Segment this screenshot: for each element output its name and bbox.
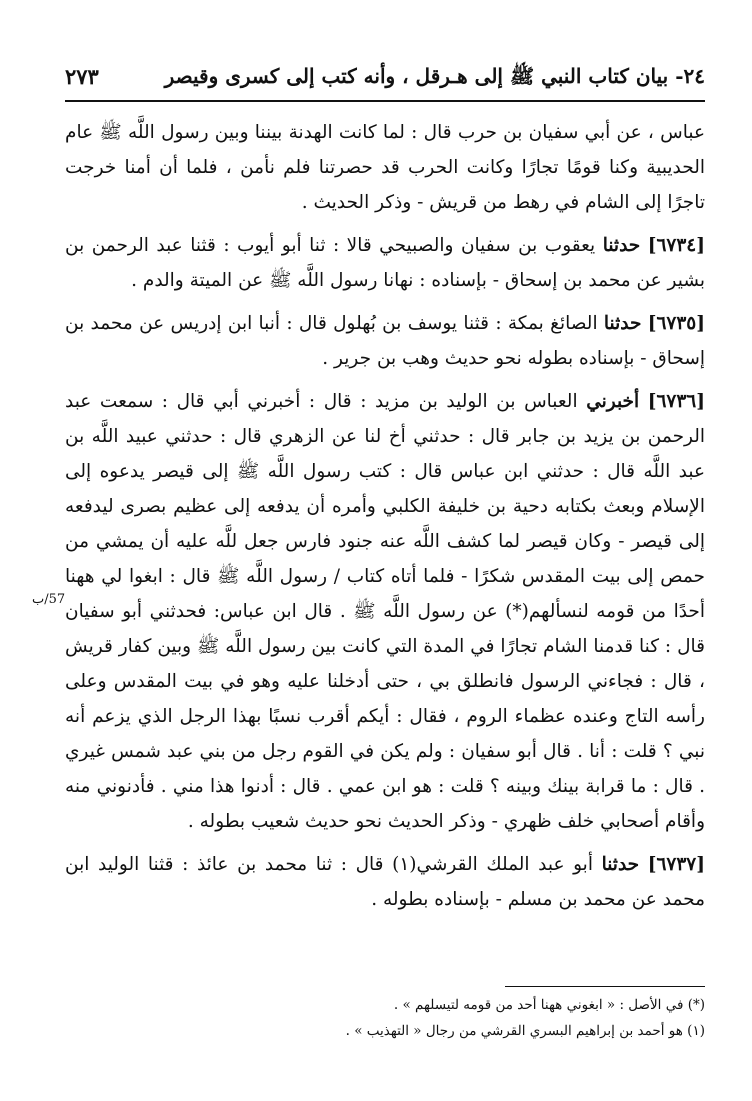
footnote-item: (١) هو أحمد بن إبراهيم البسري القرشي من رجال « التهذيب » . (345, 1023, 705, 1039)
page-number: ٢٧٣ (65, 64, 99, 89)
hadith-6735 (65, 306, 705, 376)
margin-folio-note: 57/ب (32, 592, 66, 607)
narration-keyword: حدثنا (602, 235, 641, 256)
hadith-number: [٦٧٣٥] (647, 313, 706, 334)
footnotes (65, 992, 705, 1044)
paragraph-text: العباس بن الوليد بن مزيد : قال : أخبرني أبي قال : سمعت عبد الرحمن بن يزيد بن جابر قال : حدثني أخ لنا عن الزهري قال : حدثني عبيد اللَّه بن عبد اللَّه قال : حدثني ابن عباس قال : كتب رسول اللَّه ﷺ إلى قيصر يدعوه إلى الإسلام وبعث بكتابه دحية بن خليفة الكلبي وأمره أن يدفعه إلى عظيم بصرى ليدفعه إلى قيصر - وكان قيصر لما كشف اللَّه عنه جنود فارس جعل للَّه عليه أن يمشي من حمص إلى بيت المقدس شكرًا - فلما أتاه كتاب / رسول اللَّه ﷺ قال : ابغوا لي ههنا أحدًا من قومه لنسألهم(*) عن رسول اللَّه ﷺ . قال ابن عباس: فحدثني أبو سفيان قال : كنا قدمنا الشام تجارًا في المدة التي كانت بين رسول اللَّه ﷺ وبين كفار قريش ، قال : فجاءني الرسول فانطلق بي ، حتى أدخلنا عليه وهو في بيت المقدس وعلى رأسه التاج وعنده عظماء الروم ، فقال : أيكم أقرب نسبًا بهذا الرجل الذي يزعم أنه نبي ؟ قلت : أنا . قال أبو سفيان : ولم يكن في القوم رجل من بني عبد شمس غيري . قال : ما قرابة بينك وبينه ؟ قلت : هو ابن عمي . قال : أدنوا هذا مني . فأدنوني منه وأقام أصحابي خلف ظهري - وذكر الحديث نحو حديث شعيب بطوله . (65, 391, 705, 832)
narration-keyword: أخبرني (586, 391, 640, 412)
footnote-item: (*) في الأصل : « ابغوني ههنا أحد من قومه لتيسلهم » . (393, 997, 705, 1013)
paragraph-text: الصائغ بمكة : قثنا يوسف بن بُهلول قال : أنبا ابن إدريس عن محمد بن إسحاق - بإسناده بطوله نحو حديث وهب بن جرير . (65, 313, 705, 369)
hadith-6736 (65, 384, 705, 839)
page-header (65, 60, 705, 96)
narration-keyword: حدثنا (603, 313, 642, 334)
narration-keyword: حدثنا (601, 854, 640, 875)
paragraph-text: عباس ، عن أبي سفيان بن حرب قال : لما كانت الهدنة بيننا وبين رسول اللَّه ﷺ عام الحديبية وكنا قومًا تجارًا وكانت الحرب قد حصرتنا فلم نأمن ، فلما أن أمنا خرجت تاجرًا إلى الشام في رهط من قريش - وذكر الحديث . (65, 122, 705, 213)
hadith-6737 (65, 847, 705, 917)
paragraph-continuation (65, 115, 705, 220)
running-title: ٢٤- بيان كتاب النبي ﷺ إلى هـرقل ، وأنه كتب إلى كسرى وقيصر (164, 64, 705, 88)
paragraph-text: يعقوب بن سفيان والصبيحي قالا : ثنا أبو أيوب : قثنا عبد الرحمن بن بشير عن محمد بن إسحاق - بإسناده : نهانا رسول اللَّه ﷺ عن الميتة والدم . (65, 235, 705, 291)
header-rule (65, 100, 705, 102)
footnote-rule (505, 986, 705, 987)
hadith-number: [٦٧٣٤] (647, 235, 705, 256)
paragraph-text: أبو عبد الملك القرشي(١) قال : ثنا محمد بن عائذ : قثنا الوليد ابن محمد عن محمد بن مسلم - بإسناده بطوله . (65, 854, 705, 910)
hadith-6734 (65, 228, 705, 298)
hadith-number: [٦٧٣٧] (647, 854, 705, 875)
hadith-number: [٦٧٣٦] (647, 391, 705, 412)
main-text (65, 115, 705, 917)
